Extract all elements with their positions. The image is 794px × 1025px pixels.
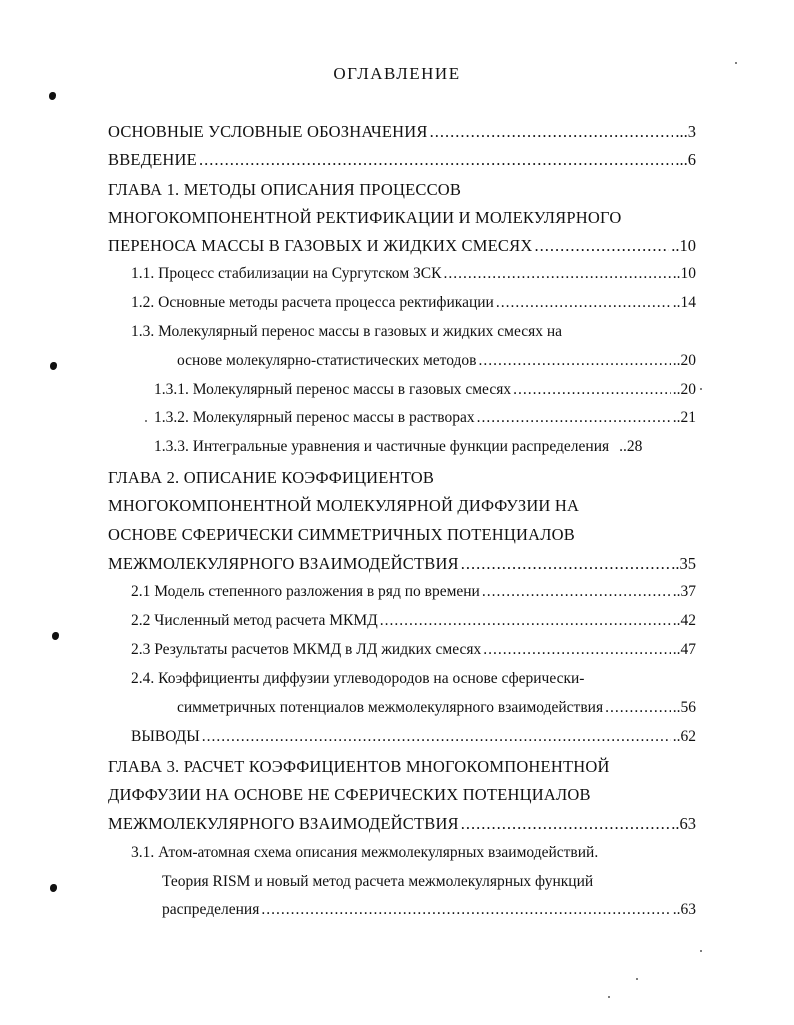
scan-speck <box>145 420 147 422</box>
toc-entry-page: ..56 <box>672 699 696 716</box>
toc-entry <box>154 381 696 405</box>
toc-entry-text: 1.3.3. Интегральные уравнения и частичные функции распределения <box>154 438 610 455</box>
toc-entry-text: основе молекулярно-статистических методов <box>177 352 477 369</box>
toc-entry <box>177 352 696 376</box>
toc-entry-text: 2.1 Модель степенного разложения в ряд по времени <box>131 583 480 600</box>
dot-leader <box>478 352 670 370</box>
toc-entry-page: ..42 <box>672 612 696 629</box>
toc-entry <box>162 901 696 925</box>
scan-speck <box>700 388 702 390</box>
toc-entry-text: ГЛАВА 1. МЕТОДЫ ОПИСАНИЯ ПРОЦЕССОВ <box>108 180 462 199</box>
dot-leader <box>461 554 669 574</box>
dot-leader <box>461 814 669 834</box>
toc-entry-page: ..14 <box>672 294 696 311</box>
toc-entry <box>108 554 696 578</box>
toc-entry-text: распределения <box>162 901 260 918</box>
binder-mark <box>50 884 57 892</box>
toc-entry-text: ПЕРЕНОСА МАССЫ В ГАЗОВЫХ И ЖИДКИХ СМЕСЯХ <box>108 236 533 255</box>
toc-entry <box>177 699 696 723</box>
toc-entry-page: ..10 <box>671 236 696 255</box>
toc-entry <box>108 236 696 260</box>
scan-speck <box>636 978 638 980</box>
page-title: ОГЛАВЛЕНИЕ <box>333 64 461 83</box>
binder-mark <box>49 92 56 100</box>
toc-entry-page: ..10 <box>672 265 696 282</box>
binder-mark <box>50 362 57 370</box>
toc-entry-text: 2.2 Численный метод расчета МКМД <box>131 612 378 629</box>
dot-leader <box>199 150 673 170</box>
dot-leader <box>202 728 671 746</box>
scan-speck <box>700 950 702 952</box>
toc-entry <box>131 294 696 318</box>
toc-entry-page: ..20 <box>672 352 696 369</box>
toc-entry-text: МНОГОКОМПОНЕНТНОЙ РЕКТИФИКАЦИИ И МОЛЕКУЛЯРНОГО <box>108 208 622 227</box>
toc-entry-page: ..35 <box>671 554 696 573</box>
toc-entry-text: ГЛАВА 3. РАСЧЕТ КОЭФФИЦИЕНТОВ МНОГОКОМПОНЕНТНОЙ <box>108 757 610 776</box>
binder-mark <box>52 632 59 640</box>
toc-entry <box>108 122 696 146</box>
toc-entry-text: ГЛАВА 2. ОПИСАНИЕ КОЭФФИЦИЕНТОВ <box>108 468 435 487</box>
toc-entry-page: ..28 <box>619 438 643 455</box>
toc-entry <box>131 641 696 665</box>
toc-entry-text: 1.3. Молекулярный перенос массы в газовых и жидких смесях на <box>131 323 563 340</box>
dot-leader <box>496 294 671 312</box>
toc-entry-text: Теория RISM и новый метод расчета межмолекулярных функций <box>162 873 594 890</box>
toc-entry <box>131 728 696 752</box>
toc-entry-page: ..21 <box>672 409 696 426</box>
toc-entry-text: ОСНОВНЫЕ УСЛОВНЫЕ ОБОЗНАЧЕНИЯ <box>108 122 428 141</box>
dot-leader <box>605 699 671 717</box>
toc-entry <box>131 265 696 289</box>
toc-entry-text: МЕЖМОЛЕКУЛЯРНОГО ВЗАИМОДЕЙСТВИЯ <box>108 554 459 573</box>
toc-entry-text: симметричных потенциалов межмолекулярного взаимодействия <box>177 699 604 716</box>
toc-entry <box>108 150 696 174</box>
toc-entry-text: ДИФФУЗИИ НА ОСНОВЕ НЕ СФЕРИЧЕСКИХ ПОТЕНЦИАЛОВ <box>108 785 591 804</box>
toc-entry-text: 1.3.2. Молекулярный перенос массы в растворах <box>154 409 475 426</box>
toc-entry <box>108 814 696 838</box>
toc-entry <box>154 409 696 433</box>
dot-leader <box>443 265 670 283</box>
toc-entry-page: ..47 <box>672 641 696 658</box>
toc-entry <box>131 583 696 607</box>
toc-entry-text: 2.3 Результаты расчетов МКМД в ЛД жидких смесях <box>131 641 482 658</box>
dot-leader <box>483 641 670 659</box>
toc-entry-page: ..62 <box>672 728 696 745</box>
dot-leader <box>477 409 671 427</box>
toc-entry-page: ...6 <box>675 150 696 169</box>
toc-entry-text: ВВЕДЕНИЕ <box>108 150 197 169</box>
dot-leader <box>261 901 670 919</box>
toc-entry-page: ..63 <box>671 814 696 833</box>
toc-entry <box>154 438 696 462</box>
toc-entry-text: 2.4. Коэффициенты диффузии углеводородов на основе сферически- <box>131 670 585 687</box>
dot-leader <box>534 236 669 256</box>
dot-leader <box>482 583 671 601</box>
toc-entry-text: 1.2. Основные методы расчета процесса ректификации <box>131 294 494 311</box>
toc-entry-page: ..63 <box>672 901 696 918</box>
dot-leader <box>380 612 671 630</box>
scan-speck <box>608 996 610 998</box>
toc-entry-text: МЕЖМОЛЕКУЛЯРНОГО ВЗАИМОДЕЙСТВИЯ <box>108 814 459 833</box>
toc-entry-page: ..20 <box>672 381 696 398</box>
toc-entry-text: ОСНОВЕ СФЕРИЧЕСКИ СИММЕТРИЧНЫХ ПОТЕНЦИАЛОВ <box>108 525 575 544</box>
toc-entry-page: ..37 <box>672 583 696 600</box>
toc-entry <box>131 612 696 636</box>
toc-entry-text: 1.3.1. Молекулярный перенос массы в газовых смесях <box>154 381 512 398</box>
dot-leader <box>430 122 674 142</box>
toc-entry-page: ...3 <box>675 122 696 141</box>
scan-speck <box>735 62 737 64</box>
toc-entry-text: МНОГОКОМПОНЕНТНОЙ МОЛЕКУЛЯРНОЙ ДИФФУЗИИ НА <box>108 496 580 515</box>
dot-leader <box>513 381 671 399</box>
toc-entry-text: ВЫВОДЫ <box>131 728 200 745</box>
toc-entry-text: 1.1. Процесс стабилизации на Сургутском ЗСК <box>131 265 442 282</box>
toc-entry-text: 3.1. Атом-атомная схема описания межмолекулярных взаимодействий. <box>131 844 599 861</box>
